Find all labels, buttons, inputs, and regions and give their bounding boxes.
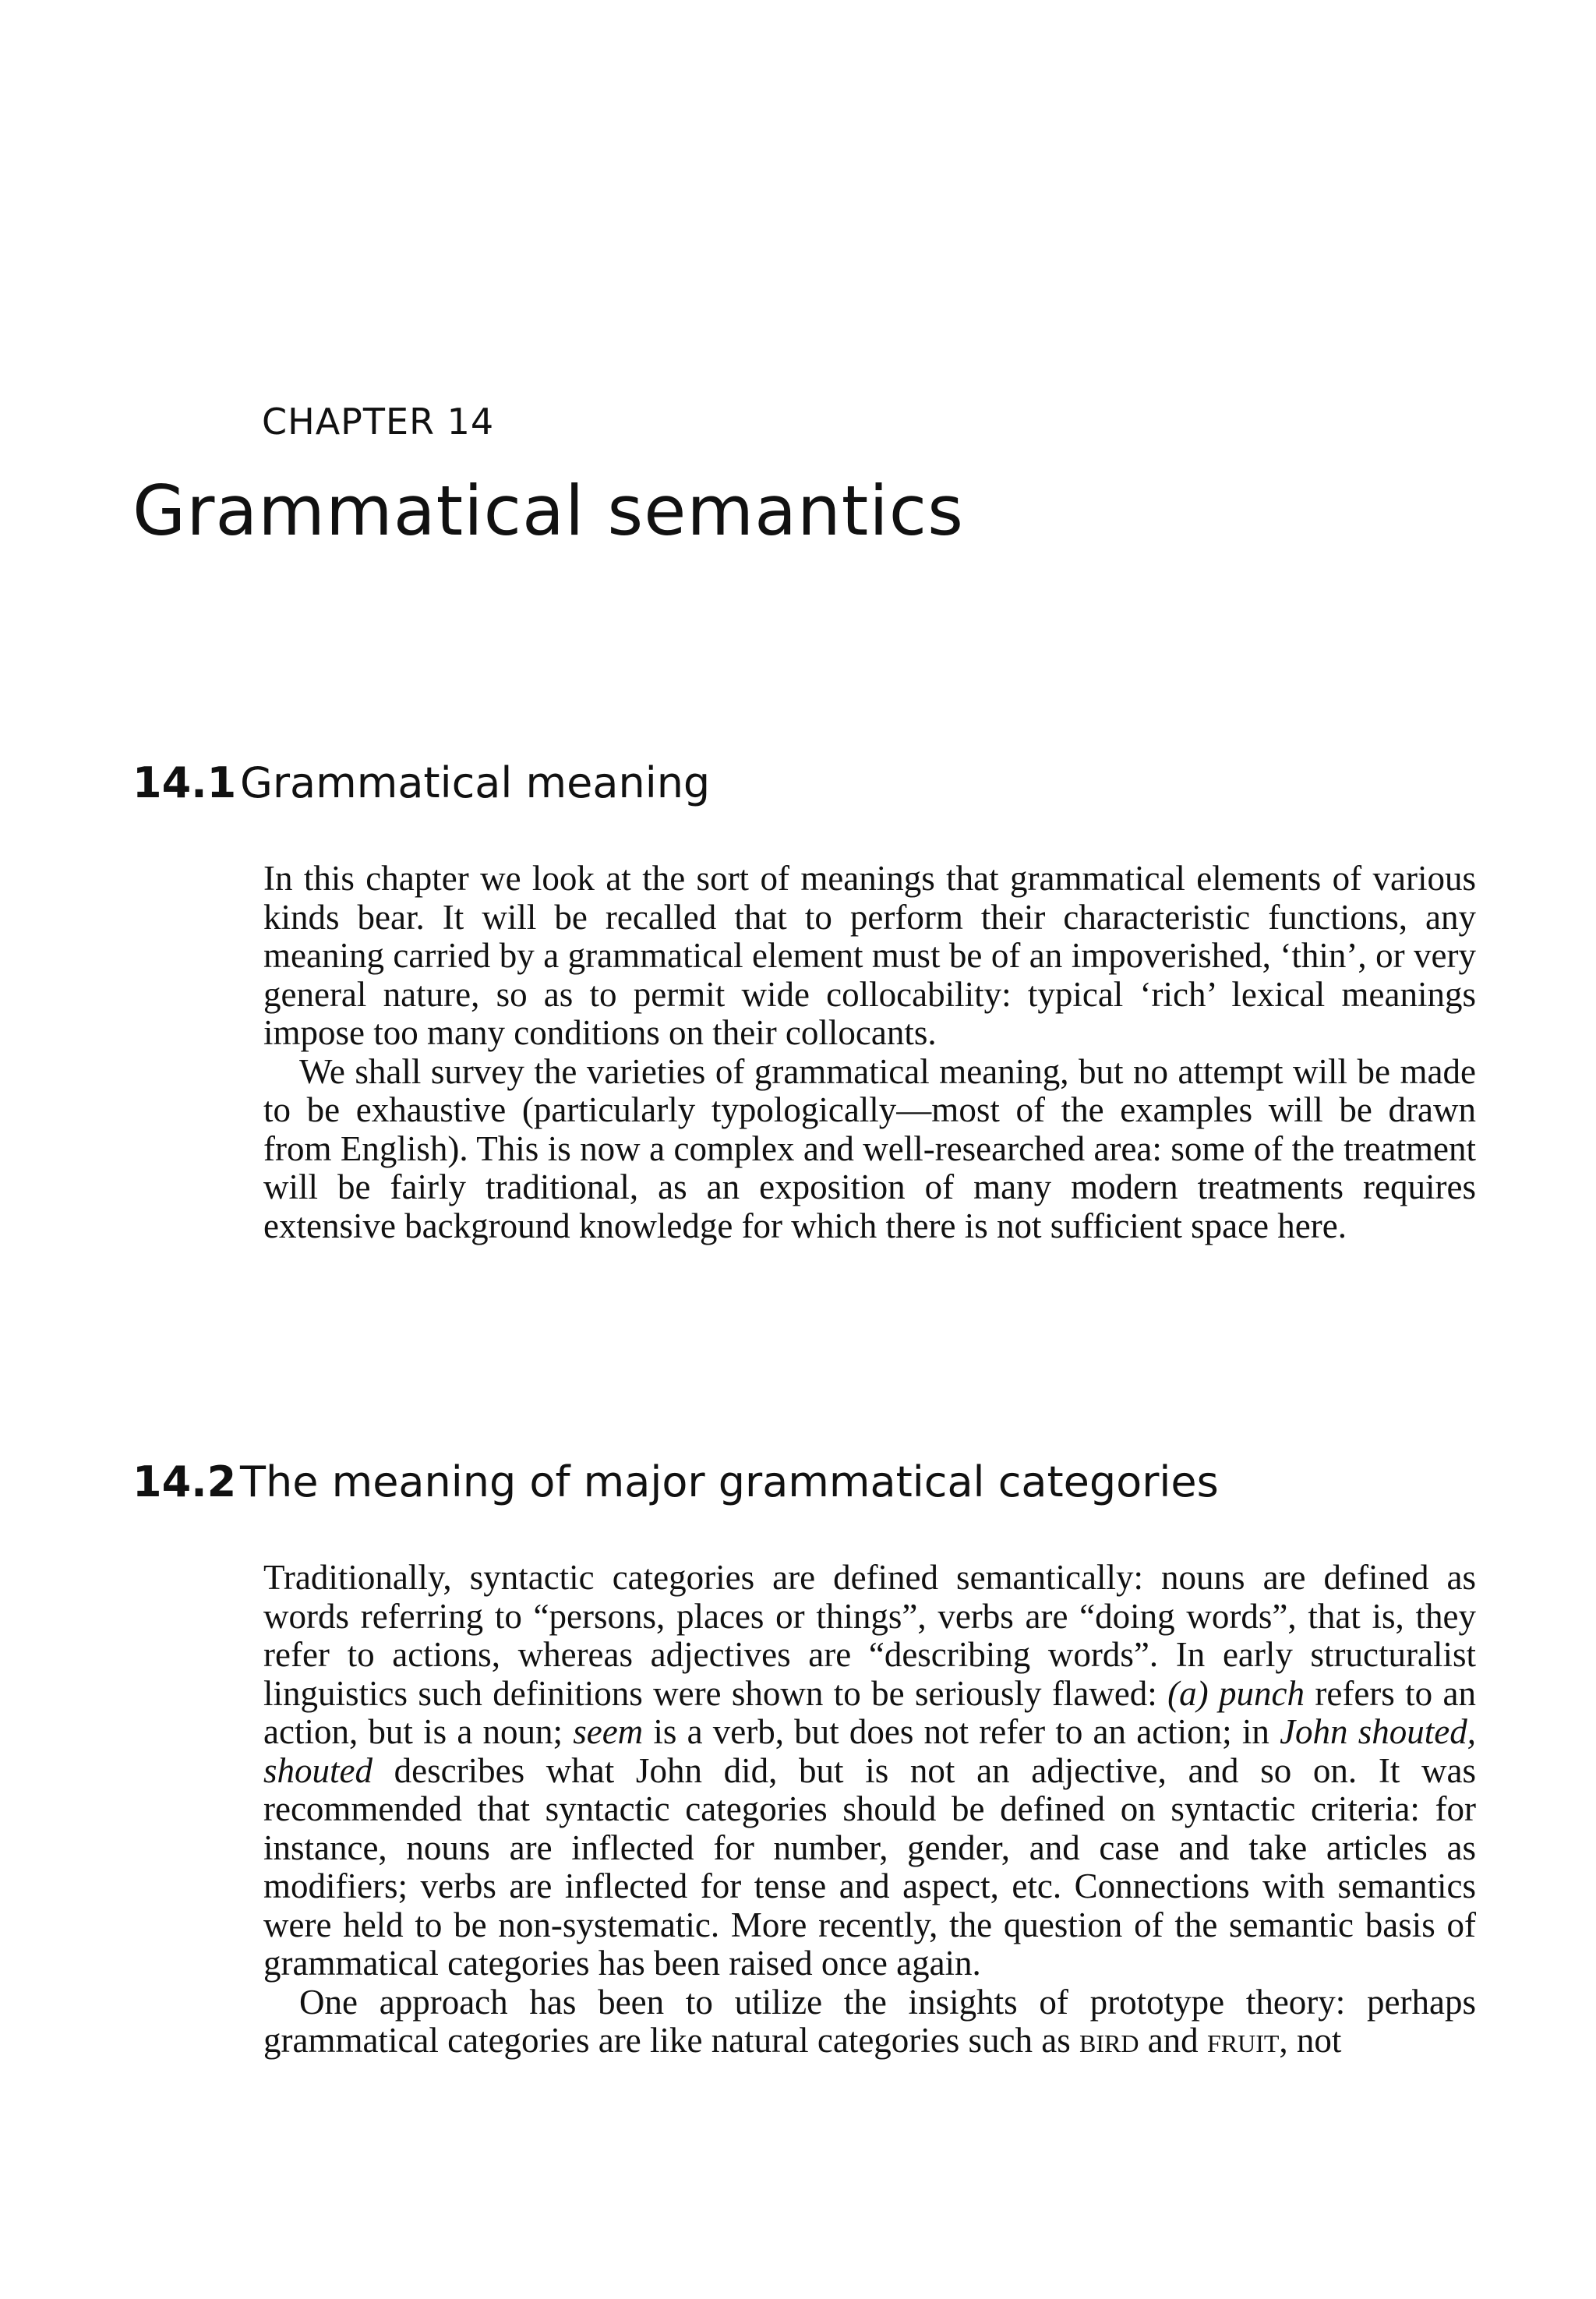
paragraph	[263, 1559, 1476, 1983]
section-body-14-1	[263, 860, 1476, 1245]
text-run: and	[1139, 2021, 1207, 2060]
section-number: 14.1	[132, 758, 237, 807]
section-title: The meaning of major grammatical categories	[240, 1457, 1219, 1506]
text-run: One approach has been to utilize the insights of prototype theory: perhaps grammatical categories are like natural categories such as	[263, 1982, 1476, 2060]
chapter-title: Grammatical semantics	[132, 471, 964, 551]
italic-example: (a) punch	[1167, 1673, 1305, 1713]
text-run: Traditionally, syntactic categories are defined semantically: nouns are defined as words referring to “persons, places or things”, verbs are “doing words”, that is, they refer to actions, whereas adjectives are “describing words”. In early structuralist linguistics such definitions were shown to be seriously flawed:	[263, 1558, 1476, 1713]
italic-example: John shouted, shouted	[263, 1712, 1476, 1790]
text-run: describes what John did, but is not an adjective, and so on. It was recommended that syntactic categories should be defined on syntactic criteria: for instance, nouns are inflected for number, gender, and case and take articles as modifiers; verbs are inflected for tense and aspect, etc. Connections with semantics were held to be non-systematic. More recently, the question of the semantic basis of grammatical categories has been raised once again.	[263, 1750, 1476, 1983]
text-run: refers to an action, but is a noun;	[263, 1673, 1477, 1751]
section-body-14-2	[263, 1559, 1476, 2061]
small-caps-term: bird	[1079, 2021, 1139, 2060]
text-run: is a verb, but does not refer to an action; in	[643, 1712, 1280, 1751]
section-number: 14.2	[132, 1457, 237, 1506]
italic-example: seem	[573, 1712, 644, 1751]
chapter-label: CHAPTER 14	[262, 401, 495, 443]
paragraph	[263, 1983, 1476, 2061]
section-heading-14-1	[132, 758, 711, 807]
section-heading-14-2	[132, 1457, 1219, 1506]
text-run: , not	[1279, 2021, 1342, 2060]
paragraph: In this chapter we look at the sort of meanings that grammatical elements of various kinds bear. It will be recalled that to perform their characteristic functions, any meaning carried by a grammatical element must be of an impoverished, ‘thin’, or very general nature, so as to permit wide collocability: typical ‘rich’ lexical meanings impose too many conditions on their collocants.	[263, 859, 1476, 1052]
section-title: Grammatical meaning	[240, 758, 711, 807]
paragraph: We shall survey the varieties of grammatical meaning, but no attempt will be made to be exhaustive (particularly typologically—most of the examples will be drawn from English). This is now a complex and well-researched area: some of the treatment will be fairly traditional, as an exposition of many modern treatments requires extensive background knowledge for which there is not sufficient space here.	[263, 1051, 1476, 1245]
small-caps-term: fruit	[1206, 2021, 1280, 2060]
